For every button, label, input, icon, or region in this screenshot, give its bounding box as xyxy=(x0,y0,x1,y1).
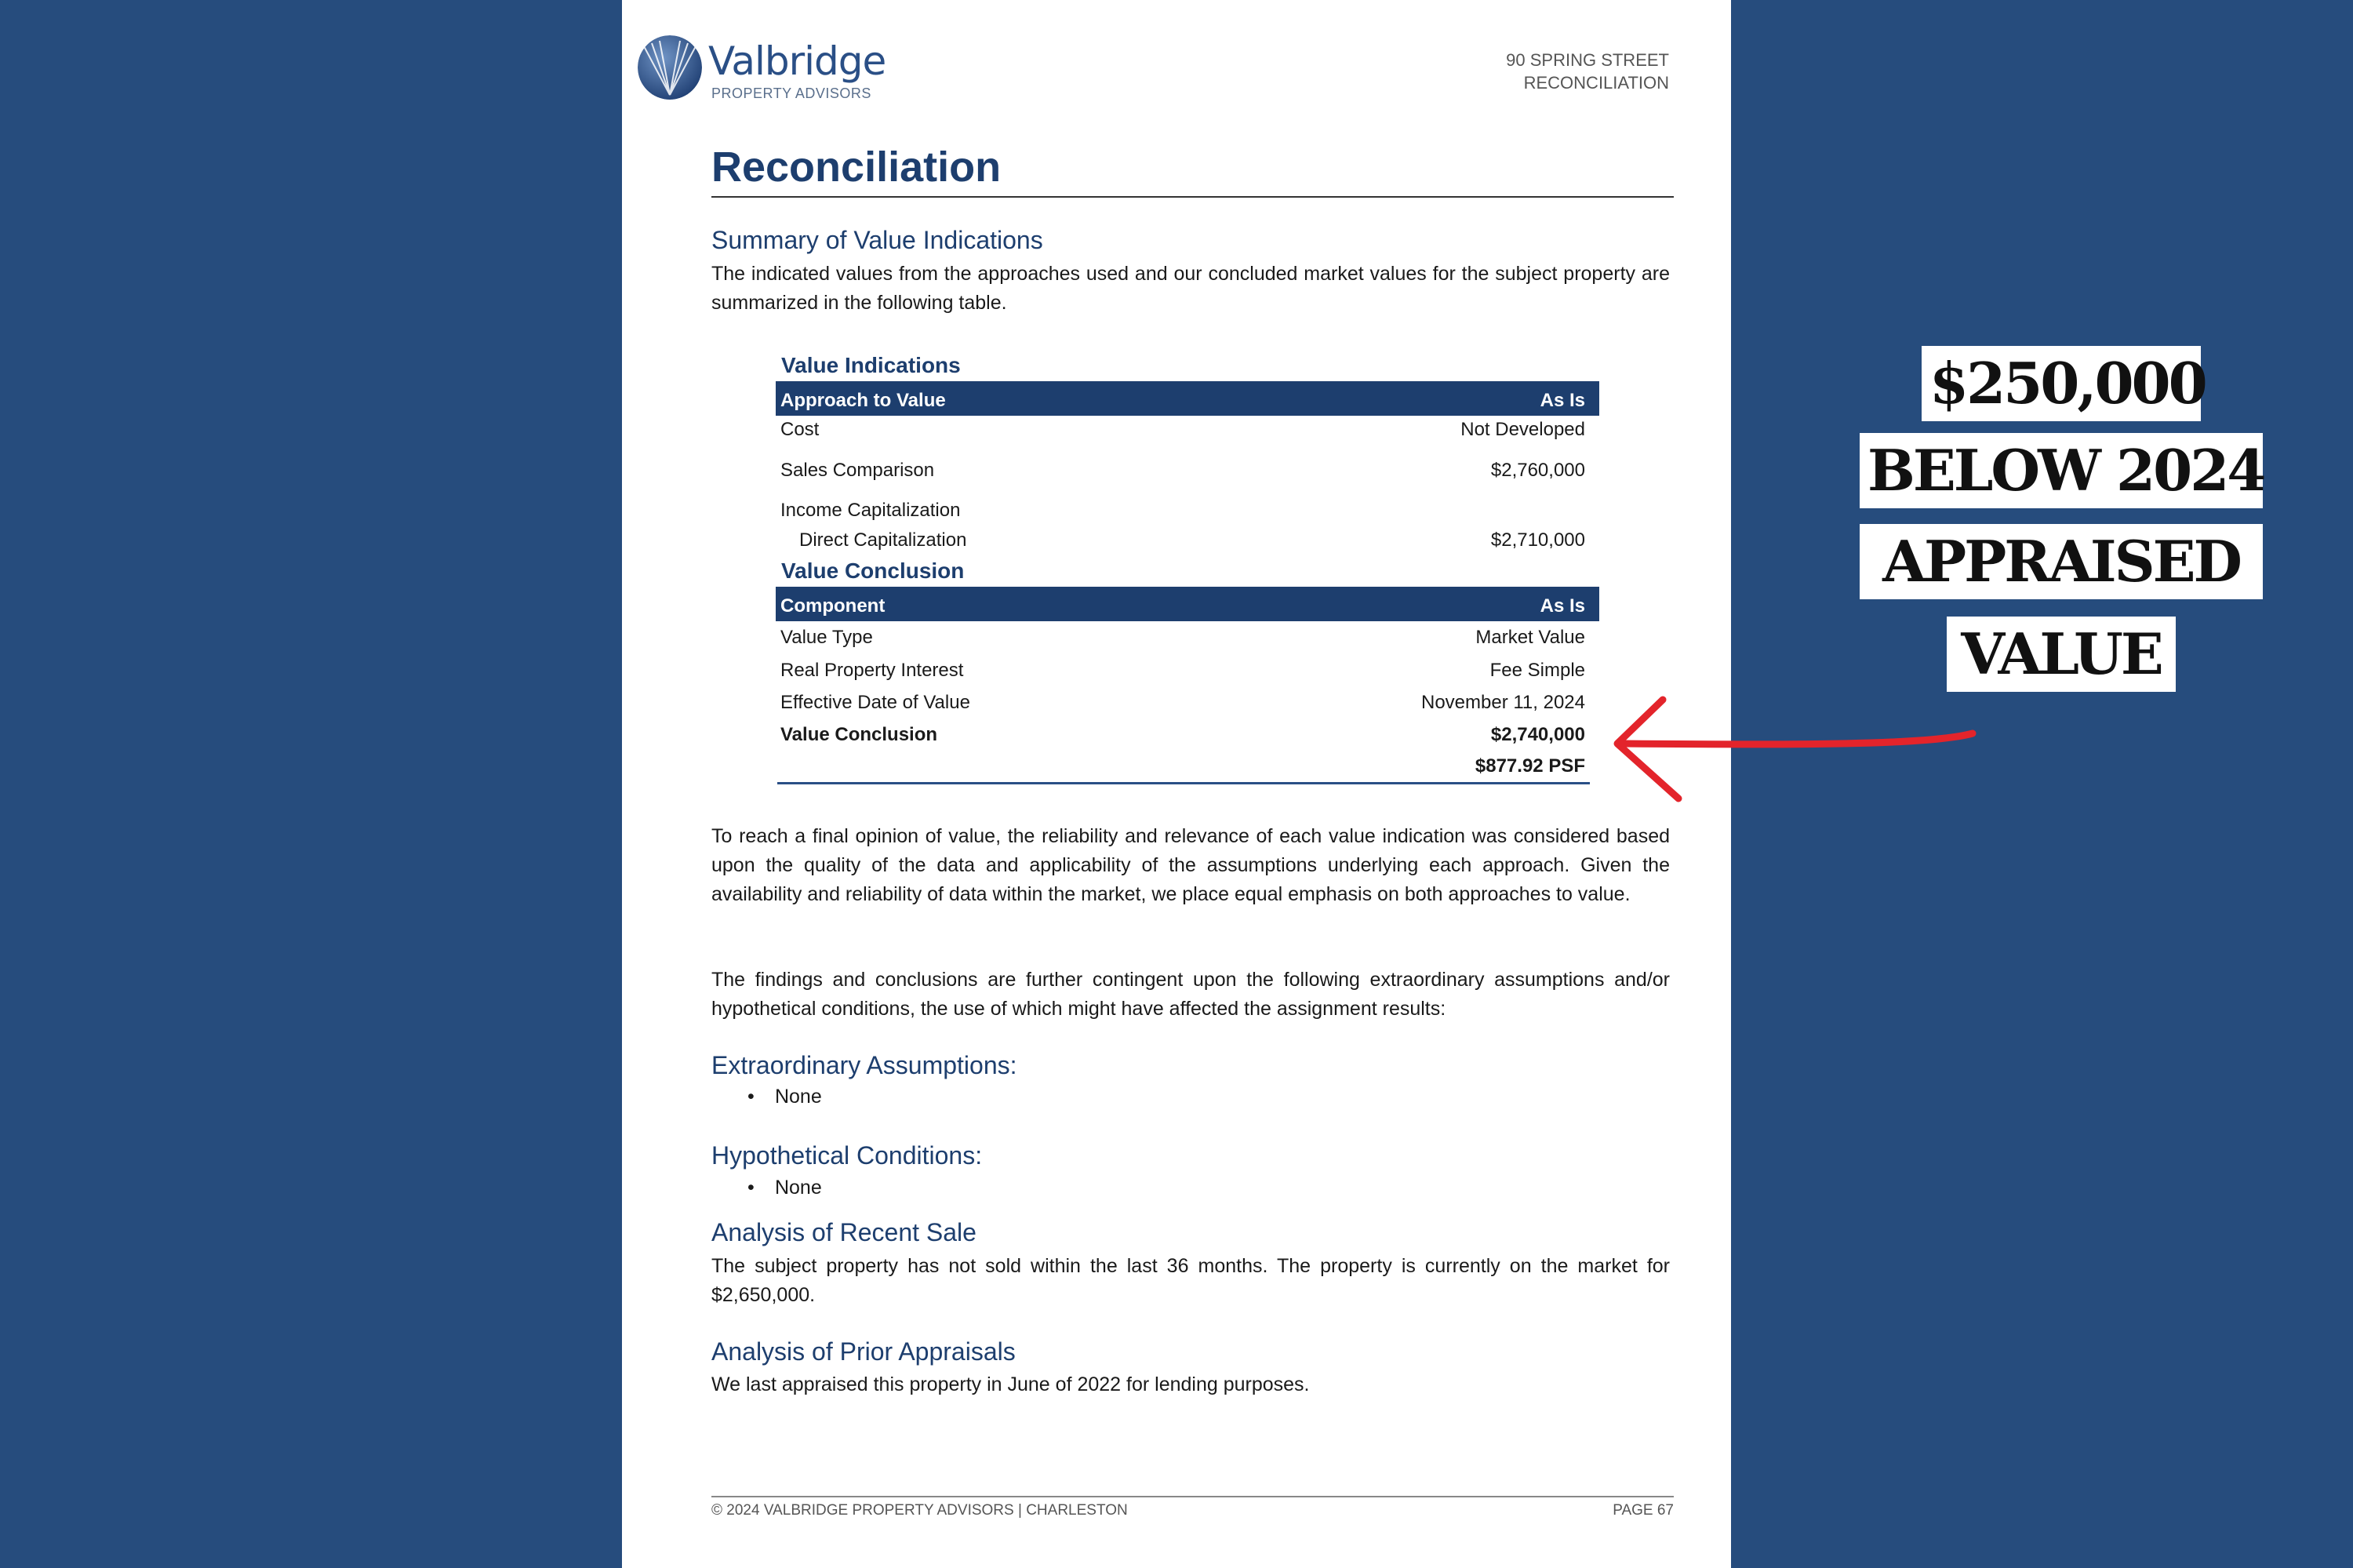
row-value: November 11, 2024 xyxy=(1420,692,1585,713)
value-conclusion-col2: As Is xyxy=(1540,595,1585,617)
row-value: Fee Simple xyxy=(1489,660,1585,681)
table-row xyxy=(776,416,1599,457)
table-row xyxy=(776,654,1599,686)
value-indications-col1: Approach to Value xyxy=(780,390,946,411)
bullet-icon: • xyxy=(747,1086,755,1108)
list-item xyxy=(747,1177,822,1199)
header-section: RECONCILIATION xyxy=(1523,73,1669,93)
value-indications-col2: As Is xyxy=(1540,390,1585,411)
value-conclusion-title: Value Conclusion xyxy=(781,558,965,583)
row-label: Cost xyxy=(780,419,820,440)
summary-heading: Summary of Value Indications xyxy=(711,226,1043,254)
row-value: Not Developed xyxy=(1460,419,1585,440)
list-item xyxy=(747,1086,822,1108)
value-indications-header xyxy=(776,381,1599,416)
logo-subtitle: PROPERTY ADVISORS xyxy=(711,85,871,101)
paragraph-reliability: To reach a final opinion of value, the reliability and relevance of each value indication was considered based upon the quality of the data and applicability of the assumptions underlying each approach. Given the availability and reliability of data within the market, we place equal emphasis on both approaches to value. xyxy=(711,825,1670,905)
document-page xyxy=(622,0,1731,1568)
valbridge-logo-icon xyxy=(638,35,702,100)
bullet-icon: • xyxy=(747,1177,755,1199)
callout-line-2: BELOW 2024 xyxy=(1860,433,2263,508)
page-title: Reconciliation xyxy=(711,143,1674,198)
extraordinary-heading: Extraordinary Assumptions: xyxy=(711,1051,1017,1079)
footer-copyright: © 2024 VALBRIDGE PROPERTY ADVISORS | CHARLESTON xyxy=(711,1502,1128,1519)
summary-text: The indicated values from the approaches used and our concluded market values for the subject property are summarized in the following table. xyxy=(711,263,1670,314)
header-address: 90 SPRING STREET xyxy=(1506,50,1669,70)
row-value: $2,760,000 xyxy=(1490,460,1585,481)
paragraph-contingent: The findings and conclusions are further contingent upon the following extraordinary assumptions and/or hypothetical conditions, the use of which might have affected the assignment results: xyxy=(711,969,1670,1020)
recent-sale-heading: Analysis of Recent Sale xyxy=(711,1218,976,1246)
prior-appraisals-heading: Analysis of Prior Appraisals xyxy=(711,1337,1016,1366)
callout-line-4: VALUE xyxy=(1947,617,2176,692)
list-item-text: None xyxy=(774,1177,822,1199)
value-psf: $877.92 PSF xyxy=(1475,755,1585,777)
red-arrow-icon xyxy=(1600,690,1992,808)
row-label: Effective Date of Value xyxy=(780,692,970,713)
recent-sale-text: The subject property has not sold within the last 36 months. The property is currently on the market for $2,650,000. xyxy=(711,1255,1670,1306)
table-bottom-rule xyxy=(777,782,1590,784)
table-row xyxy=(776,751,1599,782)
hypothetical-heading: Hypothetical Conditions: xyxy=(711,1141,983,1170)
row-label: Value Type xyxy=(780,627,873,648)
table-row xyxy=(776,719,1599,751)
table-row xyxy=(776,686,1599,719)
row-value: Market Value xyxy=(1475,627,1585,648)
row-label: Sales Comparison xyxy=(780,460,935,481)
value-indications-title: Value Indications xyxy=(781,353,961,377)
row-label: Value Conclusion xyxy=(780,724,938,745)
list-item-text: None xyxy=(774,1086,822,1108)
callout-line-3: APPRAISED xyxy=(1860,524,2263,599)
footer-page-number: PAGE 67 xyxy=(1613,1502,1674,1519)
row-label: Real Property Interest xyxy=(780,660,964,681)
row-label: Direct Capitalization xyxy=(799,529,967,551)
row-value: $2,740,000 xyxy=(1490,724,1585,745)
value-conclusion-header xyxy=(776,587,1599,621)
table-row xyxy=(776,621,1599,654)
logo-name: Valbridge xyxy=(708,38,886,84)
prior-appraisals-text: We last appraised this property in June of 2022 for lending purposes. xyxy=(711,1373,1310,1395)
row-label: Income Capitalization xyxy=(780,500,961,521)
valbridge-logo xyxy=(638,35,889,106)
table-row xyxy=(776,457,1599,496)
value-conclusion-col1: Component xyxy=(780,595,886,617)
value-table xyxy=(776,350,1599,784)
page-header-info xyxy=(1506,49,1669,94)
callout-line-1: $250,000 xyxy=(1922,346,2201,421)
row-value: $2,710,000 xyxy=(1490,529,1585,551)
page-footer xyxy=(711,1496,1674,1519)
table-row xyxy=(776,526,1599,555)
table-row xyxy=(776,496,1599,526)
